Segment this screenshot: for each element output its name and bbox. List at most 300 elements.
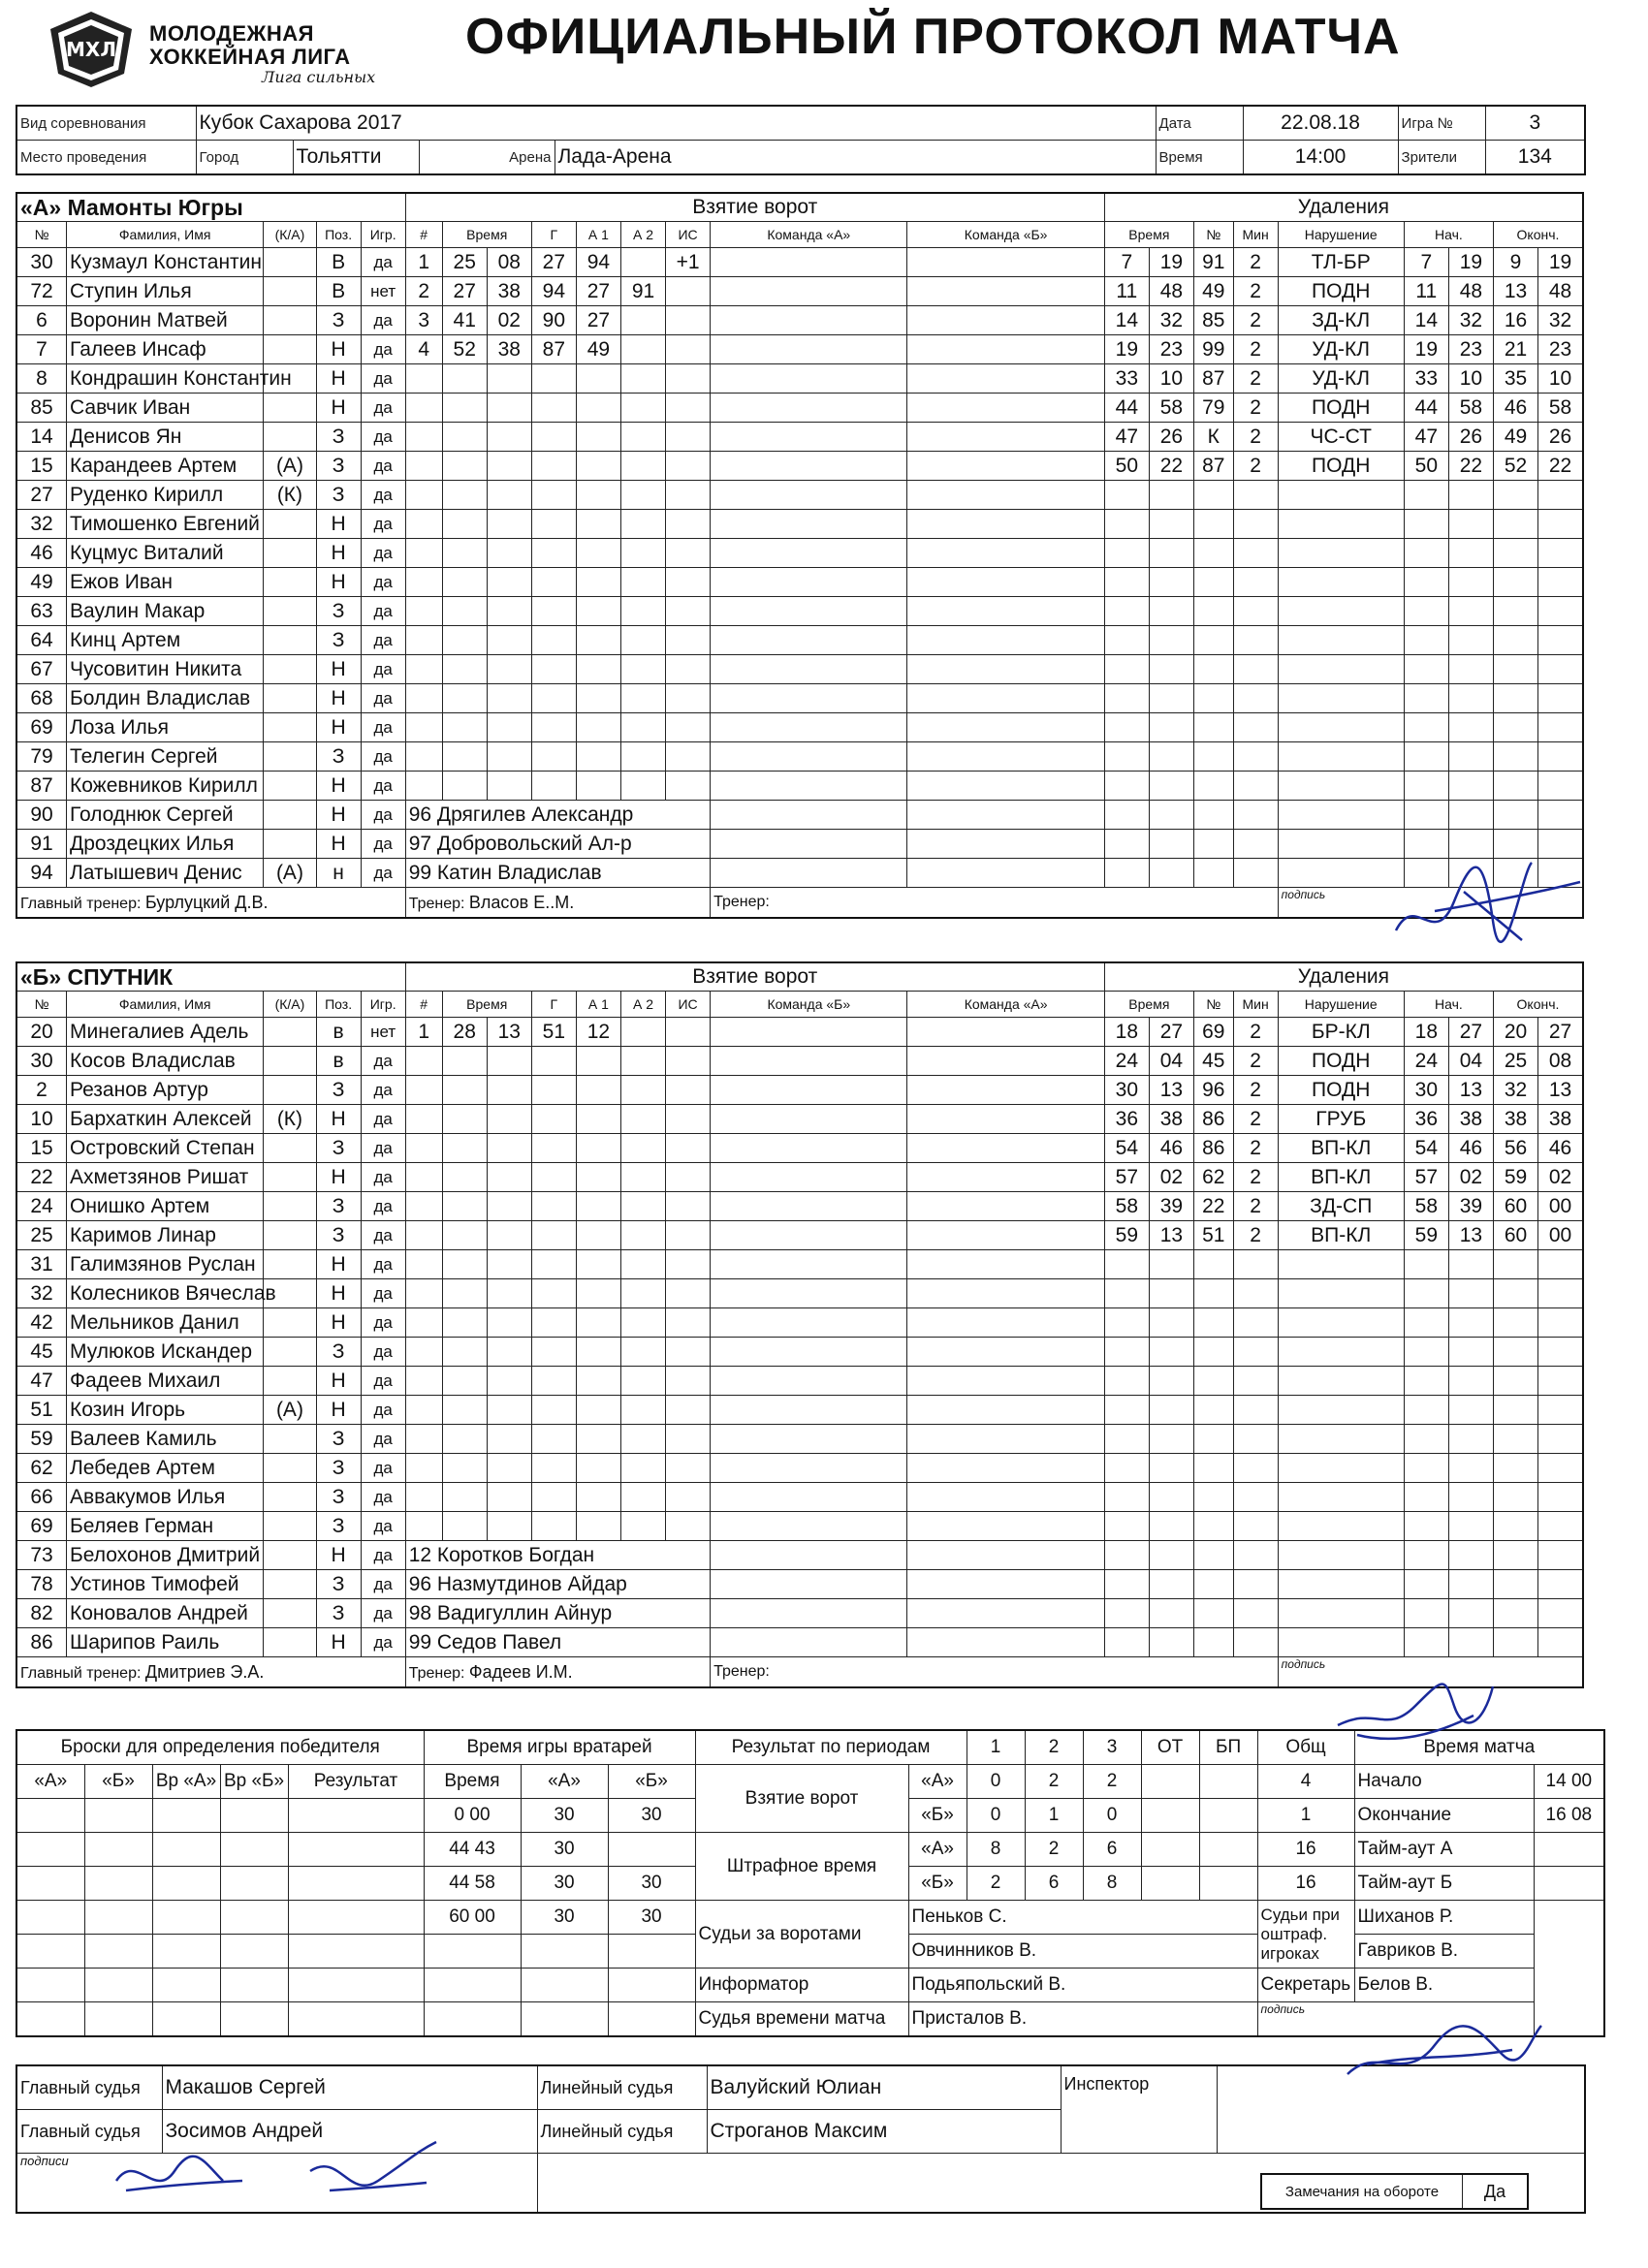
player-name: Колесников Вячеслав <box>67 1279 264 1308</box>
team_b-coach <box>405 1657 710 1688</box>
pen-empty-cell <box>1193 1250 1233 1279</box>
goal-assist-1: 12 <box>576 1018 620 1047</box>
player-position: З <box>316 452 361 481</box>
team-own-cell <box>711 1308 907 1338</box>
pen-end-sec: 46 <box>1538 1134 1583 1163</box>
player-position: В <box>316 248 361 277</box>
goal-empty-cell <box>531 452 576 481</box>
goal-empty-cell <box>531 481 576 510</box>
goal-empty-cell <box>620 510 665 539</box>
goal-empty-cell <box>487 1163 531 1192</box>
team-a-mark: «А» <box>908 1765 967 1799</box>
team-other-cell <box>907 1308 1104 1338</box>
player-played: да <box>361 248 405 277</box>
league-logo <box>47 10 415 97</box>
player-played: да <box>361 626 405 655</box>
goal-empty-cell <box>620 597 665 626</box>
player-position: З <box>316 1338 361 1367</box>
team-own-cell <box>711 626 907 655</box>
goal-empty-cell <box>442 1076 487 1105</box>
team-own-cell <box>711 1105 907 1134</box>
team_a-col-pen-time: Время <box>1104 222 1193 248</box>
linesman-2: Строганов Максим <box>707 2110 1061 2154</box>
player-played: да <box>361 1396 405 1425</box>
team-own-cell <box>711 1163 907 1192</box>
pen-player: 86 <box>1193 1105 1233 1134</box>
coach-label: Тренер: <box>713 894 770 910</box>
team-other-cell <box>907 1047 1104 1076</box>
pen-end-min: 21 <box>1493 335 1537 364</box>
pen-player: 96 <box>1193 1076 1233 1105</box>
team-other-cell <box>907 1396 1104 1425</box>
pen-empty-cell <box>1233 481 1278 510</box>
pen-empty-cell <box>1538 1512 1583 1541</box>
goal-empty-cell <box>666 772 711 801</box>
pen-empty-cell <box>1538 1454 1583 1483</box>
goal-assist-1: 27 <box>576 306 620 335</box>
goal-empty-cell <box>576 1454 620 1483</box>
shootout-cell <box>288 1799 424 1833</box>
goal-empty-cell <box>531 539 576 568</box>
goal-empty-cell <box>487 1279 531 1308</box>
player-position: З <box>316 1483 361 1512</box>
goal-empty-cell <box>620 1192 665 1221</box>
goal-empty-cell <box>442 713 487 742</box>
pen-empty-cell <box>1233 1250 1278 1279</box>
team_b-col-pos: Поз. <box>316 992 361 1018</box>
goal-empty-cell <box>405 1250 442 1279</box>
pen-empty-cell <box>1233 626 1278 655</box>
player-role <box>264 830 316 859</box>
table-row <box>16 655 1583 684</box>
team-other-cell <box>907 830 1104 859</box>
goal-empty-cell <box>620 568 665 597</box>
goalie-minute: 44 <box>449 1839 470 1859</box>
goal-empty-cell <box>487 1047 531 1076</box>
player-number: 45 <box>16 1338 67 1367</box>
pen-empty-cell <box>1104 1367 1149 1396</box>
team_b-col-pen-end: Оконч. <box>1493 992 1583 1018</box>
goal-empty-cell <box>620 626 665 655</box>
team-other-cell <box>907 1570 1104 1599</box>
shootout-cell <box>288 1969 424 2002</box>
team-own-cell <box>711 452 907 481</box>
goalie-a: 30 <box>521 1867 608 1901</box>
pen-player: 62 <box>1193 1163 1233 1192</box>
goal-empty-cell <box>405 510 442 539</box>
goal-empty-cell <box>531 742 576 772</box>
referee-label-1: Главный судья <box>16 2065 162 2110</box>
player-role <box>264 1599 316 1628</box>
pen-empty-cell <box>1448 801 1493 830</box>
goalie-minute: 60 <box>449 1906 470 1927</box>
pen-empty-cell <box>1404 713 1448 742</box>
pen-empty-cell <box>1538 626 1583 655</box>
player-number: 30 <box>16 1047 67 1076</box>
goal-empty-cell <box>531 1047 576 1076</box>
pen-empty-cell <box>1493 510 1537 539</box>
pen-empty-cell <box>1193 742 1233 772</box>
team-own-cell <box>711 1221 907 1250</box>
team-own-cell <box>711 539 907 568</box>
team-other-cell <box>907 655 1104 684</box>
player-role <box>264 1512 316 1541</box>
pen-empty-cell <box>1193 1454 1233 1483</box>
goal-empty-cell <box>576 452 620 481</box>
goal-second: 38 <box>487 277 531 306</box>
player-role <box>264 335 316 364</box>
team-other-cell <box>907 1512 1104 1541</box>
team-own-cell <box>711 1541 907 1570</box>
pen-empty-cell <box>1448 1454 1493 1483</box>
period-goals-b: 1 <box>1257 1799 1354 1833</box>
table-row <box>16 1076 1583 1105</box>
goal-empty-cell <box>576 1425 620 1454</box>
player-played: да <box>361 801 405 830</box>
goal-empty-cell <box>487 772 531 801</box>
goal-empty-cell <box>531 772 576 801</box>
table-row <box>16 1163 1583 1192</box>
goalie-time <box>424 1799 521 1833</box>
goal-minute: 52 <box>442 335 487 364</box>
pen-violation: ВП-КЛ <box>1278 1221 1404 1250</box>
coach-name: Фадеев И.М. <box>468 1661 573 1682</box>
player-name: Ваулин Макар <box>67 597 264 626</box>
pen-empty-cell <box>1104 713 1149 742</box>
goal-empty-cell <box>576 1047 620 1076</box>
goal-empty-cell <box>487 1425 531 1454</box>
goal-empty-cell <box>405 481 442 510</box>
team-other-cell <box>907 568 1104 597</box>
goal-empty-cell <box>576 539 620 568</box>
pen-empty-cell <box>1278 1483 1404 1512</box>
pen-empty-cell <box>1104 626 1149 655</box>
pen-empty-cell <box>1278 1308 1404 1338</box>
player-position: З <box>316 1454 361 1483</box>
team-own-cell <box>711 1279 907 1308</box>
shootout-cell <box>16 1799 84 1833</box>
team_b-name: «Б» СПУТНИК <box>16 962 405 992</box>
pen-minutes: 2 <box>1233 423 1278 452</box>
league-badge-icon <box>47 10 136 89</box>
player-name: Телегин Сергей <box>67 742 264 772</box>
pen-empty-cell <box>1448 1570 1493 1599</box>
goal-empty-cell <box>666 1105 711 1134</box>
goalie-minute: 0 <box>454 1805 465 1825</box>
pen-empty-cell <box>1278 626 1404 655</box>
player-number: 25 <box>16 1221 67 1250</box>
pen-empty-cell <box>1104 1454 1149 1483</box>
player-position: Н <box>316 1105 361 1134</box>
time-label: Время <box>1156 141 1243 175</box>
team_a-goals-header: Взятие ворот <box>405 193 1104 222</box>
pen-minute: 18 <box>1104 1018 1149 1047</box>
goal-empty-cell <box>487 1396 531 1425</box>
player-position: Н <box>316 1541 361 1570</box>
team_b-col-pen-min: Мин <box>1233 992 1278 1018</box>
period-goals-a: 2 <box>1083 1765 1141 1799</box>
table-row <box>16 1018 1583 1047</box>
goal-empty-cell <box>405 1512 442 1541</box>
signature-team-a <box>1377 834 1590 960</box>
player-number: 14 <box>16 423 67 452</box>
pen-empty-cell <box>1538 655 1583 684</box>
goal-judge-1: Пеньков С. <box>908 1901 1257 1935</box>
pen-minutes: 2 <box>1233 277 1278 306</box>
goal-assist-2 <box>620 248 665 277</box>
pen-empty-cell <box>1278 1570 1404 1599</box>
pen-empty-cell <box>1538 1250 1583 1279</box>
pen-empty-cell <box>1104 1628 1149 1657</box>
secretary-signature-label: подпись <box>1257 2002 1534 2037</box>
team-own-cell <box>711 684 907 713</box>
pen-empty-cell <box>1193 539 1233 568</box>
pen-empty-cell <box>1404 801 1448 830</box>
pen-empty-cell <box>1493 1367 1537 1396</box>
goal-empty-cell <box>442 1396 487 1425</box>
team-own-cell <box>711 801 907 830</box>
player-position: Н <box>316 364 361 394</box>
team_b-col-goal-g: Г <box>531 992 576 1018</box>
team_b-col-team-own: Команда «Б» <box>711 992 907 1018</box>
player-position: З <box>316 306 361 335</box>
goal-empty-cell <box>442 539 487 568</box>
pen-end-sec: 23 <box>1538 335 1583 364</box>
player-position: в <box>316 1018 361 1047</box>
goal-empty-cell <box>576 568 620 597</box>
goal-empty-cell <box>405 1483 442 1512</box>
pen-minute: 30 <box>1104 1076 1149 1105</box>
goal-empty-cell <box>666 1279 711 1308</box>
pen-empty-cell <box>1149 801 1193 830</box>
team-other-cell <box>907 1018 1104 1047</box>
timeout-b-label: Тайм-аут Б <box>1354 1867 1534 1901</box>
team-other-cell <box>907 1221 1104 1250</box>
player-position: Н <box>316 335 361 364</box>
table-row <box>16 1454 1583 1483</box>
team-own-cell <box>711 1338 907 1367</box>
remarks-table <box>1260 2173 1529 2210</box>
player-name: Бархаткин Алексей <box>67 1105 264 1134</box>
pen-empty-cell <box>1493 1338 1537 1367</box>
pen-empty-cell <box>1233 510 1278 539</box>
player-played: да <box>361 423 405 452</box>
period-col-header: 3 <box>1083 1730 1141 1765</box>
pen-empty-cell <box>1104 742 1149 772</box>
goal-empty-cell <box>405 655 442 684</box>
pen-empty-cell <box>1233 1425 1278 1454</box>
pen-empty-cell <box>1104 801 1149 830</box>
player-position: Н <box>316 1628 361 1657</box>
match-start-label: Начало <box>1354 1765 1534 1799</box>
pen-minute: 57 <box>1104 1163 1149 1192</box>
pen-empty-cell <box>1404 1250 1448 1279</box>
player-number: 24 <box>16 1192 67 1221</box>
referee-1: Макашов Сергей <box>162 2065 537 2110</box>
pen-minute: 7 <box>1104 248 1149 277</box>
goal-minute: 28 <box>442 1018 487 1047</box>
player-role <box>264 626 316 655</box>
goal-empty-cell <box>442 597 487 626</box>
goal-second: 08 <box>487 248 531 277</box>
table-row <box>16 1192 1583 1221</box>
pen-empty-cell <box>1149 1308 1193 1338</box>
player-position: З <box>316 1599 361 1628</box>
pen-second: 13 <box>1149 1076 1193 1105</box>
team_b-signature: подпись <box>1278 1657 1583 1688</box>
date-label: Дата <box>1156 106 1243 141</box>
pen-minute: 24 <box>1104 1047 1149 1076</box>
team-own-cell <box>711 248 907 277</box>
pen-empty-cell <box>1404 742 1448 772</box>
goal-empty-cell <box>405 1425 442 1454</box>
goal-judges-label: Судьи за воротами <box>695 1901 908 1969</box>
player-role <box>264 1134 316 1163</box>
team_b-col-name: Фамилия, Имя <box>67 992 264 1018</box>
pen-empty-cell <box>1193 1541 1233 1570</box>
goal-empty-cell <box>576 742 620 772</box>
pen-start-min: 18 <box>1404 1018 1448 1047</box>
pen-violation: ПОДН <box>1278 452 1404 481</box>
team-own-cell <box>711 1192 907 1221</box>
pen-start-sec: 46 <box>1448 1134 1493 1163</box>
player-played: да <box>361 1367 405 1396</box>
team_a-signature: подпись <box>1278 888 1583 919</box>
goal-empty-cell <box>666 1134 711 1163</box>
pen-empty-cell <box>1193 1483 1233 1512</box>
table-row <box>16 1425 1583 1454</box>
table-row <box>16 1541 1583 1570</box>
player-played: да <box>361 684 405 713</box>
pen-start-sec: 39 <box>1448 1192 1493 1221</box>
goal-empty-cell <box>666 597 711 626</box>
pen-empty-cell <box>1493 1483 1537 1512</box>
goal-number: 2 <box>405 277 442 306</box>
pen-empty-cell <box>1233 539 1278 568</box>
player-name: Карандеев Артем <box>67 452 264 481</box>
goal-empty-cell <box>666 1367 711 1396</box>
shootout-cell <box>84 1799 152 1833</box>
pen-empty-cell <box>1493 568 1537 597</box>
goal-empty-cell <box>620 1134 665 1163</box>
player-number: 85 <box>16 394 67 423</box>
goal-empty-cell <box>442 1367 487 1396</box>
player-role <box>264 248 316 277</box>
player-name: Фадеев Михаил <box>67 1367 264 1396</box>
team-other-cell <box>907 1483 1104 1512</box>
pen-second: 38 <box>1149 1105 1193 1134</box>
player-played: да <box>361 1541 405 1570</box>
goal-empty-cell <box>531 655 576 684</box>
goal-empty-cell <box>405 423 442 452</box>
goal-empty-cell <box>620 713 665 742</box>
pen-violation: ТЛ-БР <box>1278 248 1404 277</box>
player-role <box>264 655 316 684</box>
pen-empty-cell <box>1193 1367 1233 1396</box>
goal-empty-cell <box>405 1076 442 1105</box>
goal-empty-cell <box>487 1076 531 1105</box>
goal-assist-2 <box>620 306 665 335</box>
staff-entry: 97 Добровольский Ал-р <box>405 830 710 859</box>
player-name: Мулюков Искандер <box>67 1338 264 1367</box>
goal-empty-cell <box>487 684 531 713</box>
player-number: 7 <box>16 335 67 364</box>
goal-empty-cell <box>666 1338 711 1367</box>
pen-start-sec: 26 <box>1448 423 1493 452</box>
linesman-1: Валуйский Юлиан <box>707 2065 1061 2110</box>
pen-empty-cell <box>1493 1279 1537 1308</box>
goal-empty-cell <box>405 772 442 801</box>
pen-violation: ВП-КЛ <box>1278 1163 1404 1192</box>
goal-empty-cell <box>531 1367 576 1396</box>
pen-minutes: 2 <box>1233 306 1278 335</box>
goal-situation <box>666 1018 711 1047</box>
pen-empty-cell <box>1278 568 1404 597</box>
team-other-cell <box>907 1628 1104 1657</box>
pen-empty-cell <box>1404 1425 1448 1454</box>
player-position: В <box>316 277 361 306</box>
goal-empty-cell <box>666 1163 711 1192</box>
player-role: (К) <box>264 481 316 510</box>
pen-minutes: 2 <box>1233 1134 1278 1163</box>
player-role <box>264 1047 316 1076</box>
pen-empty-cell <box>1404 1367 1448 1396</box>
goalie-second: 58 <box>474 1873 495 1893</box>
team_a-col-goal-g: Г <box>531 222 576 248</box>
pen-empty-cell <box>1493 1454 1537 1483</box>
pen-empty-cell <box>1404 1279 1448 1308</box>
team-other-cell <box>907 423 1104 452</box>
player-role <box>264 1076 316 1105</box>
match-end-value <box>1534 1799 1604 1833</box>
player-number: 69 <box>16 713 67 742</box>
goal-empty-cell <box>620 364 665 394</box>
player-position: Н <box>316 1308 361 1338</box>
pen-empty-cell <box>1278 481 1404 510</box>
goal-empty-cell <box>531 1192 576 1221</box>
goal-empty-cell <box>531 423 576 452</box>
pen-end-min: 56 <box>1493 1134 1537 1163</box>
goal-empty-cell <box>576 481 620 510</box>
player-played: да <box>361 568 405 597</box>
referee-2: Зосимов Андрей <box>162 2110 537 2154</box>
table-row <box>16 1047 1583 1076</box>
goal-judge-2: Овчинников В. <box>908 1935 1257 1969</box>
pen-empty-cell <box>1233 772 1278 801</box>
pen-empty-cell <box>1149 539 1193 568</box>
pen-empty-cell <box>1104 1541 1149 1570</box>
player-name: Ступин Илья <box>67 277 264 306</box>
pen-empty-cell <box>1104 1396 1149 1425</box>
pen-empty-cell <box>1448 1512 1493 1541</box>
periods-title: Результат по периодам <box>695 1730 967 1765</box>
team-own-cell <box>711 1367 907 1396</box>
staff-entry: 99 Седов Павел <box>405 1628 710 1657</box>
pen-end-min: 59 <box>1493 1163 1537 1192</box>
goal-empty-cell <box>405 1279 442 1308</box>
player-role <box>264 1338 316 1367</box>
team-own-cell <box>711 1250 907 1279</box>
team-other-cell <box>907 713 1104 742</box>
pen-empty-cell <box>1538 1541 1583 1570</box>
player-name: Дроздецких Илья <box>67 830 264 859</box>
match-time-title: Время матча <box>1354 1730 1604 1765</box>
pen-end-sec: 48 <box>1538 277 1583 306</box>
pen-empty-cell <box>1104 1308 1149 1338</box>
goal-minute: 27 <box>442 277 487 306</box>
goal-empty-cell <box>620 1454 665 1483</box>
pen-empty-cell <box>1538 742 1583 772</box>
